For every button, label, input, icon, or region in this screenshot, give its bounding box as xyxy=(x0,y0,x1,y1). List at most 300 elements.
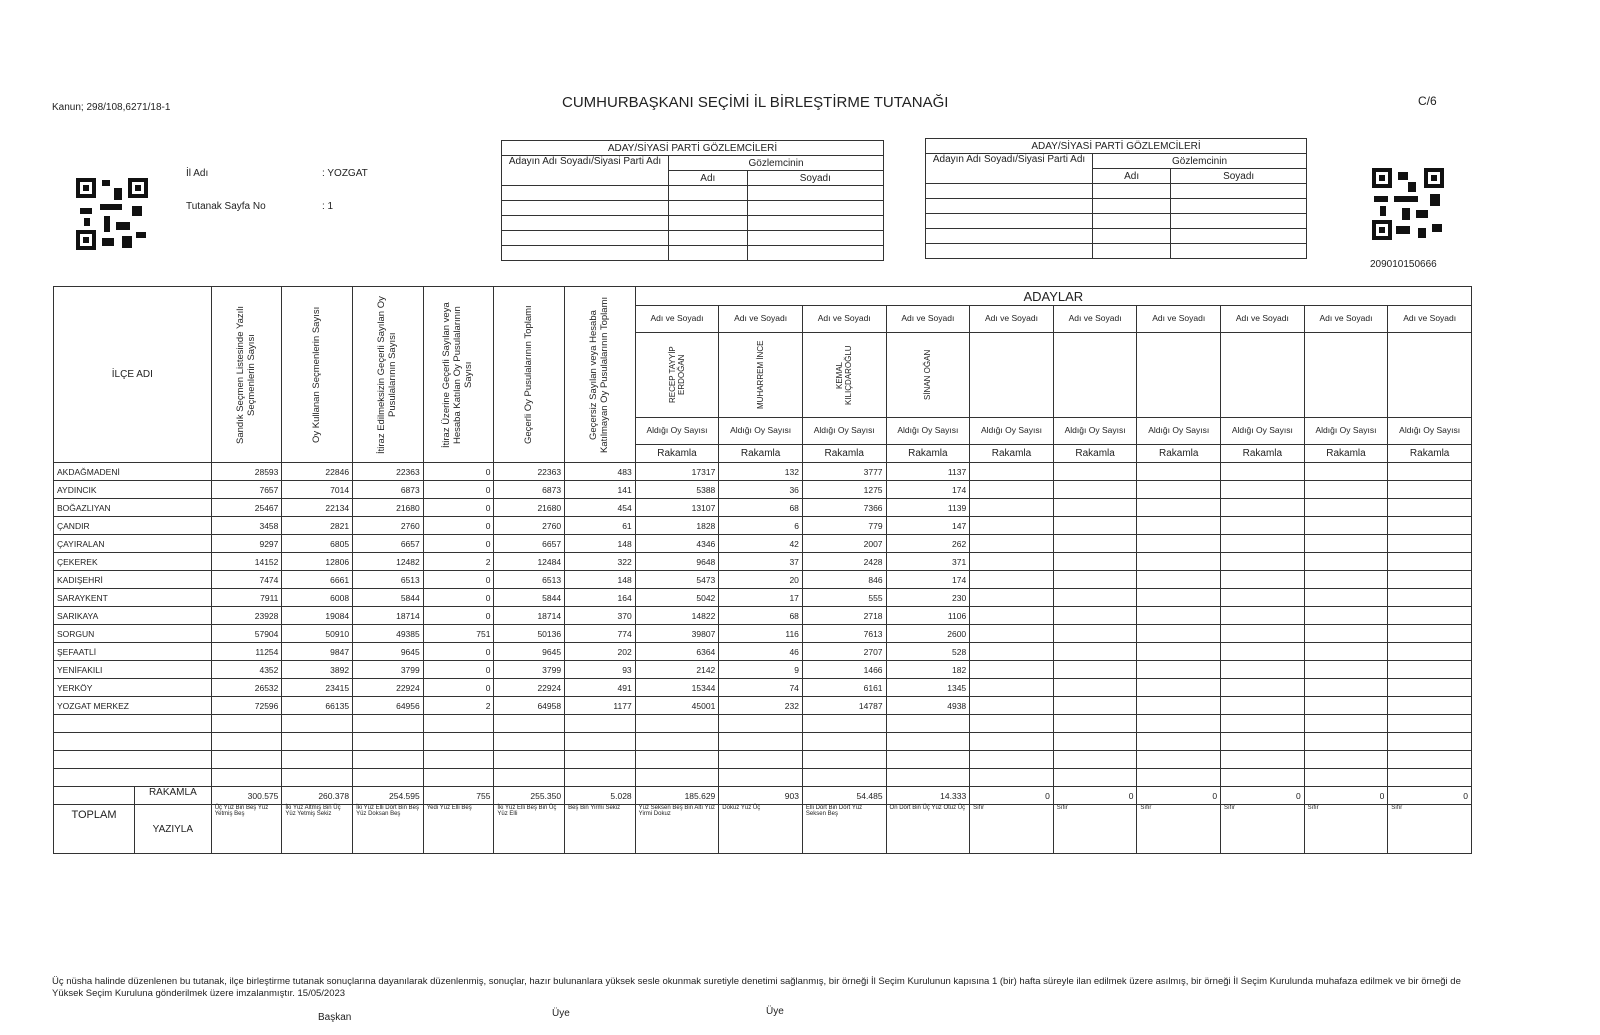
district-name: AKDAĞMADENİ xyxy=(54,463,212,481)
vote-count: 3892 xyxy=(282,661,353,679)
empty-cell xyxy=(1137,535,1221,553)
vote-count: 2428 xyxy=(802,553,886,571)
total-text: Sıfır xyxy=(1388,805,1472,854)
signature-chairman: Başkan xyxy=(318,1012,352,1023)
vote-count: 20 xyxy=(719,571,803,589)
vote-count: 0 xyxy=(423,517,494,535)
empty-cell xyxy=(1304,769,1388,787)
district-name: ÇANDIR xyxy=(54,517,212,535)
numeric-label: Rakamla xyxy=(635,445,719,463)
empty-cell xyxy=(970,679,1054,697)
district-name: ŞEFAATLİ xyxy=(54,643,212,661)
vote-count: 322 xyxy=(565,553,636,571)
total-text: Yedi Yüz Elli Beş xyxy=(423,805,494,854)
total-numeric: 0 xyxy=(970,787,1054,805)
total-numeric: 300.575 xyxy=(211,787,282,805)
empty-cell xyxy=(1221,589,1305,607)
total-numeric: 5.028 xyxy=(565,787,636,805)
total-text: Beş Bin Yirmi Sekiz xyxy=(565,805,636,854)
vote-count: 74 xyxy=(719,679,803,697)
empty-cell xyxy=(211,769,282,787)
vote-count: 17 xyxy=(719,589,803,607)
empty-cell xyxy=(1221,463,1305,481)
vote-count: 37 xyxy=(719,553,803,571)
vote-count: 2760 xyxy=(494,517,565,535)
empty-cell xyxy=(970,661,1054,679)
vote-count: 21680 xyxy=(494,499,565,517)
vote-count: 18714 xyxy=(494,607,565,625)
vote-count: 491 xyxy=(565,679,636,697)
vote-count: 483 xyxy=(565,463,636,481)
total-text: Yüz Seksen Beş Bin Altı Yüz Yirmi Dokuz xyxy=(635,805,719,854)
empty-cell xyxy=(1221,625,1305,643)
total-numeric: 254.595 xyxy=(353,787,424,805)
empty-cell xyxy=(1388,715,1472,733)
district-name: KADIŞEHRİ xyxy=(54,571,212,589)
vote-count: 93 xyxy=(565,661,636,679)
empty-cell xyxy=(1053,733,1137,751)
empty-cell xyxy=(1221,481,1305,499)
empty-cell xyxy=(565,751,636,769)
table-row xyxy=(54,535,1472,553)
numeric-label: Rakamla xyxy=(802,445,886,463)
vote-count: 64956 xyxy=(353,697,424,715)
empty-cell xyxy=(1388,625,1472,643)
vote-count: 528 xyxy=(886,643,970,661)
vote-count: 6873 xyxy=(494,481,565,499)
vote-count: 6805 xyxy=(282,535,353,553)
empty-cell xyxy=(353,769,424,787)
vote-count: 9645 xyxy=(494,643,565,661)
province-label: İl Adı xyxy=(186,168,209,179)
totals-label: TOPLAM xyxy=(54,805,135,853)
vote-count: 7014 xyxy=(282,481,353,499)
empty-cell xyxy=(1053,625,1137,643)
total-text: Sıfır xyxy=(1053,805,1137,854)
vote-count: 4352 xyxy=(211,661,282,679)
empty-cell xyxy=(1388,481,1472,499)
vote-count: 7474 xyxy=(211,571,282,589)
vote-count: 36 xyxy=(719,481,803,499)
vote-count: 22134 xyxy=(282,499,353,517)
empty-cell xyxy=(1388,607,1472,625)
empty-cell xyxy=(1388,733,1472,751)
vote-count: 3458 xyxy=(211,517,282,535)
observers-first-name-header: Adı xyxy=(669,171,748,186)
empty-cell xyxy=(1221,751,1305,769)
candidate-name-label: Adı ve Soyadı xyxy=(886,306,970,333)
empty-cell xyxy=(211,751,282,769)
vote-count: 2760 xyxy=(353,517,424,535)
numeric-label: Rakamla xyxy=(886,445,970,463)
vote-count: 11254 xyxy=(211,643,282,661)
empty-cell xyxy=(635,751,719,769)
vote-count: 232 xyxy=(719,697,803,715)
empty-cell xyxy=(1137,607,1221,625)
empty-cell xyxy=(1053,769,1137,787)
valid-with-objection-header: İtiraz Üzerine Geçerli Sayılan veya Hesaba Katılan Oy Pusulalarının Sayısı xyxy=(441,301,475,448)
empty-cell xyxy=(1137,715,1221,733)
qr-code-icon xyxy=(1372,168,1444,240)
votes-label: Aldığı Oy Sayısı xyxy=(635,418,719,445)
vote-count: 0 xyxy=(423,679,494,697)
vote-count: 7657 xyxy=(211,481,282,499)
empty-cell xyxy=(802,751,886,769)
candidate-name-label: Adı ve Soyadı xyxy=(1053,306,1137,333)
vote-count: 555 xyxy=(802,589,886,607)
total-text: İki Yüz Altmış Bin Üç Yüz Yetmiş Sekiz xyxy=(282,805,353,854)
empty-cell xyxy=(1221,769,1305,787)
vote-count: 846 xyxy=(802,571,886,589)
vote-count: 164 xyxy=(565,589,636,607)
total-text: Dokuz Yüz Üç xyxy=(719,805,803,854)
vote-count: 5844 xyxy=(494,589,565,607)
candidate-name-label: Adı ve Soyadı xyxy=(635,306,719,333)
vote-count: 9847 xyxy=(282,643,353,661)
table-row xyxy=(54,463,1472,481)
district-column-header: İLÇE ADI xyxy=(54,287,212,463)
candidate-name: RECEP TAYYİP ERDOĞAN xyxy=(667,346,686,404)
empty-cell xyxy=(1304,535,1388,553)
candidate-name-label: Adı ve Soyadı xyxy=(802,306,886,333)
vote-count: 1139 xyxy=(886,499,970,517)
empty-cell xyxy=(970,733,1054,751)
vote-count: 13107 xyxy=(635,499,719,517)
vote-count: 22363 xyxy=(353,463,424,481)
vote-count: 23415 xyxy=(282,679,353,697)
vote-count: 3799 xyxy=(494,661,565,679)
empty-cell xyxy=(1304,607,1388,625)
empty-cell xyxy=(1388,535,1472,553)
vote-count: 774 xyxy=(565,625,636,643)
total-numeric: 185.629 xyxy=(635,787,719,805)
signature-member-2: Üye xyxy=(766,1006,784,1017)
empty-cell xyxy=(1304,625,1388,643)
empty-cell xyxy=(970,535,1054,553)
vote-count: 751 xyxy=(423,625,494,643)
total-text: Sıfır xyxy=(1304,805,1388,854)
empty-cell xyxy=(1304,643,1388,661)
district-name: ÇAYIRALAN xyxy=(54,535,212,553)
empty-cell xyxy=(565,769,636,787)
candidate-name: SİNAN OĞAN xyxy=(923,349,933,401)
empty-cell xyxy=(1388,517,1472,535)
vote-count: 0 xyxy=(423,481,494,499)
vote-count: 12806 xyxy=(282,553,353,571)
vote-count: 68 xyxy=(719,607,803,625)
district-name: SORGUN xyxy=(54,625,212,643)
empty-cell xyxy=(1053,751,1137,769)
empty-cell xyxy=(1304,733,1388,751)
empty-cell xyxy=(1304,697,1388,715)
empty-cell xyxy=(1053,679,1137,697)
observers-candidate-header: Adayın Adı Soyadı/Siyasi Parti Adı xyxy=(502,156,669,186)
table-row xyxy=(54,625,1472,643)
candidate-name-label: Adı ve Soyadı xyxy=(970,306,1054,333)
votes-label: Aldığı Oy Sayısı xyxy=(719,418,803,445)
district-name: SARAYKENT xyxy=(54,589,212,607)
candidate-name-label: Adı ve Soyadı xyxy=(1388,306,1472,333)
empty-cell xyxy=(1304,571,1388,589)
table-row xyxy=(54,697,1472,715)
empty-cell xyxy=(802,715,886,733)
vote-count: 132 xyxy=(719,463,803,481)
empty-cell xyxy=(1388,589,1472,607)
total-text: Sıfır xyxy=(970,805,1054,854)
page-title: CUMHURBAŞKANI SEÇİMİ İL BİRLEŞTİRME TUTANAĞI xyxy=(562,94,949,111)
empty-cell xyxy=(494,751,565,769)
vote-count: 14822 xyxy=(635,607,719,625)
vote-count: 18714 xyxy=(353,607,424,625)
vote-count: 9648 xyxy=(635,553,719,571)
law-reference: Kanun; 298/108,6271/18-1 xyxy=(52,102,171,113)
vote-count: 7613 xyxy=(802,625,886,643)
empty-cell xyxy=(886,715,970,733)
empty-cell xyxy=(970,517,1054,535)
empty-cell xyxy=(494,715,565,733)
empty-cell xyxy=(282,715,353,733)
table-row xyxy=(54,661,1472,679)
empty-cell xyxy=(886,769,970,787)
vote-count: 6657 xyxy=(494,535,565,553)
empty-cell xyxy=(211,715,282,733)
empty-cell xyxy=(1221,679,1305,697)
vote-count: 779 xyxy=(802,517,886,535)
vote-count: 2600 xyxy=(886,625,970,643)
empty-cell xyxy=(353,715,424,733)
votes-label: Aldığı Oy Sayısı xyxy=(1388,418,1472,445)
vote-count: 23928 xyxy=(211,607,282,625)
vote-count: 1275 xyxy=(802,481,886,499)
valid-no-objection-header: İtiraz Edilmeksizin Geçerli Sayılan Oy Pusulalarının Sayısı xyxy=(375,295,398,454)
empty-cell xyxy=(54,733,212,751)
observers-table-1 xyxy=(501,140,884,261)
vote-count: 202 xyxy=(565,643,636,661)
empty-cell xyxy=(970,769,1054,787)
vote-count: 2007 xyxy=(802,535,886,553)
empty-cell xyxy=(353,751,424,769)
total-numeric: 0 xyxy=(1053,787,1137,805)
empty-cell xyxy=(353,733,424,751)
total-text: On Dört Bin Üç Yüz Otuz Üç xyxy=(886,805,970,854)
votes-label: Aldığı Oy Sayısı xyxy=(1221,418,1305,445)
vote-count: 174 xyxy=(886,481,970,499)
total-text: Elli Dört Bin Dört Yüz Seksen Beş xyxy=(802,805,886,854)
observers-observer-header: Gözlemcinin xyxy=(669,156,884,171)
empty-cell xyxy=(1053,535,1137,553)
vote-count: 5042 xyxy=(635,589,719,607)
empty-cell xyxy=(1304,715,1388,733)
vote-count: 22924 xyxy=(494,679,565,697)
empty-cell xyxy=(970,553,1054,571)
empty-cell xyxy=(282,751,353,769)
vote-count: 147 xyxy=(886,517,970,535)
empty-cell xyxy=(886,751,970,769)
observers-last-name-header: Soyadı xyxy=(747,171,883,186)
total-text: İki Yüz Elli Dört Bin Beş Yüz Doksan Beş xyxy=(353,805,424,854)
observers-title: ADAY/SİYASİ PARTİ GÖZLEMCİLERİ xyxy=(926,139,1307,154)
vote-count: 230 xyxy=(886,589,970,607)
numeric-label: Rakamla xyxy=(970,445,1054,463)
vote-count: 26532 xyxy=(211,679,282,697)
totals-text-label: YAZIYLA xyxy=(152,823,194,835)
empty-cell xyxy=(970,751,1054,769)
empty-cell xyxy=(423,769,494,787)
empty-cell xyxy=(1137,589,1221,607)
vote-count: 1828 xyxy=(635,517,719,535)
empty-cell xyxy=(1221,643,1305,661)
numeric-label: Rakamla xyxy=(719,445,803,463)
total-numeric: 0 xyxy=(1137,787,1221,805)
vote-count: 68 xyxy=(719,499,803,517)
empty-cell xyxy=(1137,697,1221,715)
empty-cell xyxy=(282,733,353,751)
vote-count: 0 xyxy=(423,661,494,679)
numeric-label: Rakamla xyxy=(1388,445,1472,463)
results-table xyxy=(53,286,1472,854)
empty-cell xyxy=(1053,607,1137,625)
empty-cell xyxy=(1137,769,1221,787)
table-row xyxy=(54,553,1472,571)
table-row xyxy=(54,643,1472,661)
votes-label: Aldığı Oy Sayısı xyxy=(970,418,1054,445)
empty-cell xyxy=(970,571,1054,589)
qr-code-icon xyxy=(76,178,148,250)
empty-cell xyxy=(1388,463,1472,481)
empty-cell xyxy=(635,715,719,733)
empty-cell xyxy=(1304,679,1388,697)
empty-cell xyxy=(1221,571,1305,589)
vote-count: 148 xyxy=(565,535,636,553)
vote-count: 9 xyxy=(719,661,803,679)
table-row xyxy=(54,751,1472,769)
empty-cell xyxy=(1388,751,1472,769)
votes-label: Aldığı Oy Sayısı xyxy=(1137,418,1221,445)
total-text: Üç Yüz Bin Beş Yüz Yetmiş Beş xyxy=(211,805,282,854)
vote-count: 45001 xyxy=(635,697,719,715)
vote-count: 2707 xyxy=(802,643,886,661)
vote-count: 5388 xyxy=(635,481,719,499)
empty-cell xyxy=(1221,715,1305,733)
votes-label: Aldığı Oy Sayısı xyxy=(802,418,886,445)
empty-cell xyxy=(1221,553,1305,571)
invalid-total-header: Geçersiz Sayılan veya Hesaba Katılmayan Oy Pusulalarının Toplamı xyxy=(587,296,610,453)
vote-count: 1137 xyxy=(886,463,970,481)
footer-statement: Üç nüsha halinde düzenlenen bu tutanak, ilçe birleştirme tutanak sonuçlarına dayanılarak düzenlenmiş, sonuçlar, hazır bulunanlara yüksek sesle okunmak suretiyle denetimi sağlanmış, bir örneği İl Seçim Kurulunun kapısına 1 (bir) hafta süreyle ilan edilmek üzere asılmış, bir örneği İl Seçim Kurulunda muhafaza edilmek ve bir örneği de Yüksek Seçim Kuruluna gönderilmek üzere imzalanmıştır. 15/05/2023 xyxy=(52,976,1461,999)
empty-cell xyxy=(1137,625,1221,643)
vote-count: 5473 xyxy=(635,571,719,589)
vote-count: 141 xyxy=(565,481,636,499)
vote-count: 262 xyxy=(886,535,970,553)
empty-cell xyxy=(54,751,212,769)
vote-count: 0 xyxy=(423,643,494,661)
empty-cell xyxy=(1053,553,1137,571)
empty-cell xyxy=(1221,535,1305,553)
district-name: YENİFAKILI xyxy=(54,661,212,679)
vote-count: 25467 xyxy=(211,499,282,517)
table-row xyxy=(54,733,1472,751)
candidate-name-label: Adı ve Soyadı xyxy=(1304,306,1388,333)
total-numeric: 54.485 xyxy=(802,787,886,805)
empty-cell xyxy=(1221,517,1305,535)
voted-header: Oy Kullanan Seçmenlerin Sayısı xyxy=(310,306,322,443)
observers-title: ADAY/SİYASİ PARTİ GÖZLEMCİLERİ xyxy=(502,141,884,156)
vote-count: 454 xyxy=(565,499,636,517)
vote-count: 6 xyxy=(719,517,803,535)
empty-cell xyxy=(1221,661,1305,679)
vote-count: 0 xyxy=(423,589,494,607)
total-numeric: 903 xyxy=(719,787,803,805)
vote-count: 22363 xyxy=(494,463,565,481)
vote-count: 5844 xyxy=(353,589,424,607)
vote-count: 17317 xyxy=(635,463,719,481)
empty-cell xyxy=(1053,481,1137,499)
vote-count: 9645 xyxy=(353,643,424,661)
total-numeric: 0 xyxy=(1388,787,1472,805)
vote-count: 1466 xyxy=(802,661,886,679)
empty-cell xyxy=(423,733,494,751)
total-text: Sıfır xyxy=(1221,805,1305,854)
empty-cell xyxy=(1304,463,1388,481)
empty-cell xyxy=(970,643,1054,661)
vote-count: 64958 xyxy=(494,697,565,715)
vote-count: 1345 xyxy=(886,679,970,697)
empty-cell xyxy=(1304,661,1388,679)
vote-count: 9297 xyxy=(211,535,282,553)
empty-cell xyxy=(802,733,886,751)
empty-cell xyxy=(1388,553,1472,571)
vote-count: 0 xyxy=(423,499,494,517)
page-number-label: Tutanak Sayfa No xyxy=(186,201,266,212)
empty-cell xyxy=(423,751,494,769)
empty-cell xyxy=(1304,499,1388,517)
page-number-value: : 1 xyxy=(322,201,334,212)
empty-cell xyxy=(1388,769,1472,787)
table-row xyxy=(54,517,1472,535)
empty-cell xyxy=(1221,733,1305,751)
empty-cell xyxy=(1388,697,1472,715)
total-numeric: 260.378 xyxy=(282,787,353,805)
empty-cell xyxy=(1137,499,1221,517)
vote-count: 50910 xyxy=(282,625,353,643)
totals-text-label-cell xyxy=(54,805,212,854)
vote-count: 2 xyxy=(423,553,494,571)
empty-cell xyxy=(970,625,1054,643)
table-row xyxy=(54,589,1472,607)
vote-count: 61 xyxy=(565,517,636,535)
empty-cell xyxy=(1053,463,1137,481)
vote-count: 116 xyxy=(719,625,803,643)
table-row xyxy=(54,571,1472,589)
numeric-label: Rakamla xyxy=(1137,445,1221,463)
vote-count: 6513 xyxy=(494,571,565,589)
document-number: 209010150666 xyxy=(1370,259,1437,270)
table-row xyxy=(54,715,1472,733)
vote-count: 1106 xyxy=(886,607,970,625)
empty-cell xyxy=(54,715,212,733)
table-row xyxy=(54,499,1472,517)
empty-cell xyxy=(1388,679,1472,697)
empty-cell xyxy=(970,463,1054,481)
empty-cell xyxy=(1304,553,1388,571)
vote-count: 72596 xyxy=(211,697,282,715)
registered-voters-header: Sandık Seçmen Listesinde Yazılı Seçmenlerin Sayısı xyxy=(234,305,257,444)
district-name: SARIKAYA xyxy=(54,607,212,625)
vote-count: 6161 xyxy=(802,679,886,697)
empty-cell xyxy=(1053,643,1137,661)
vote-count: 15344 xyxy=(635,679,719,697)
vote-count: 2142 xyxy=(635,661,719,679)
